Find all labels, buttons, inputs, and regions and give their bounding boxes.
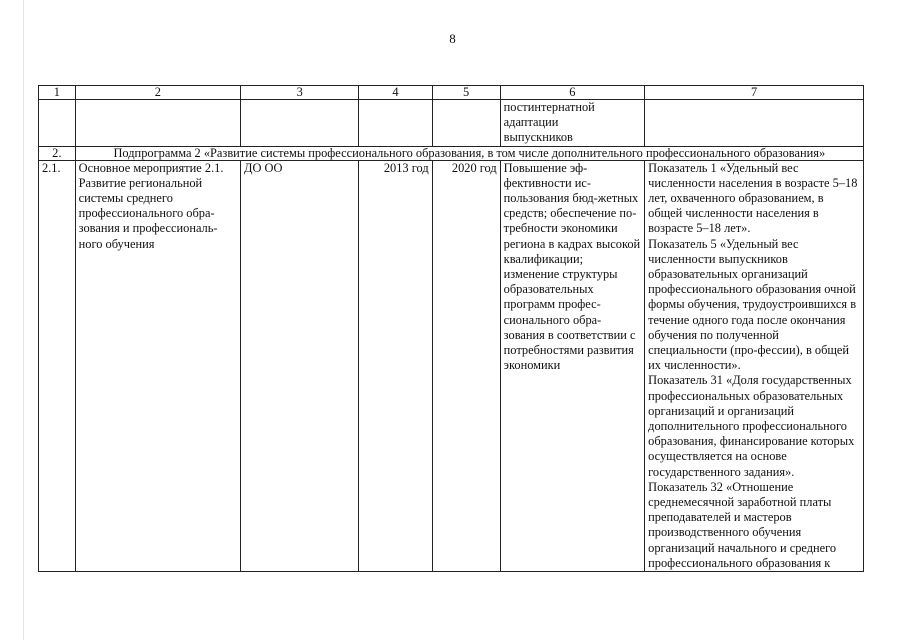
page-number: 8: [449, 31, 456, 46]
table-cell: [432, 100, 500, 147]
row-number: 2.1.: [39, 160, 76, 571]
table-cell: [359, 100, 432, 147]
table-row: [39, 160, 864, 571]
table-cell: [241, 100, 359, 147]
column-header: 4: [359, 86, 432, 100]
executor-cell: ДО ОО: [241, 160, 359, 571]
column-header: 1: [39, 86, 76, 100]
subprogram-title: Подпрограмма 2 «Развитие системы профессионального образования, в том числе дополнительного профессионального образования»: [75, 146, 863, 160]
column-header: 3: [241, 86, 359, 100]
table-cell: [39, 100, 76, 147]
column-header: 6: [500, 86, 644, 100]
table-cell: [645, 100, 864, 147]
subprogram-row: [39, 146, 864, 160]
program-table: [38, 85, 864, 572]
indicators-cell: Показатель 1 «Удельный вес численности населения в возрасте 5–18 лет, охваченного образованием, в общей численности населения в возрасте 5–18 лет». Показатель 5 «Удельный вес численности выпускников образовательных организаций профессионального образования очной формы обучения, трудоустроившихся в течение одного года после окончания обучения по полученной специальности (про-фессии), в общей их численности». Показатель 31 «Доля государственных профессиональных образовательных организаций и организаций дополнительного профессионального образования, финансирование которых осуществляется на основе государственного задания». Показатель 32 «Отношение среднемесячной заработной платы преподавателей и мастеров производственного обучения организаций начального и среднего профессионального образования к: [645, 160, 864, 571]
column-header: 7: [645, 86, 864, 100]
scan-edge-line: [23, 0, 24, 640]
column-header: 5: [432, 86, 500, 100]
table-cell: [75, 100, 240, 147]
table-row: [39, 100, 864, 147]
table-header-row: [39, 86, 864, 100]
measure-cell: Основное мероприятие 2.1. Развитие региональной системы среднего профессионального обра-зования и профессиональ-ного обучения: [75, 160, 240, 571]
continued-result-cell: постинтернатной адаптации выпускников: [500, 100, 644, 147]
column-header: 2: [75, 86, 240, 100]
subprogram-number: 2.: [39, 146, 76, 160]
end-year-cell: 2020 год: [432, 160, 500, 571]
start-year-cell: 2013 год: [359, 160, 432, 571]
result-cell: Повышение эф-фективности ис-пользования бюд-жетных средств; обеспечение по-требности экономики региона в кадрах высокой квалификации; изменение структуры образовательных программ профес-сионального обра-зования в соответствии с потребностями развития экономики: [500, 160, 644, 571]
